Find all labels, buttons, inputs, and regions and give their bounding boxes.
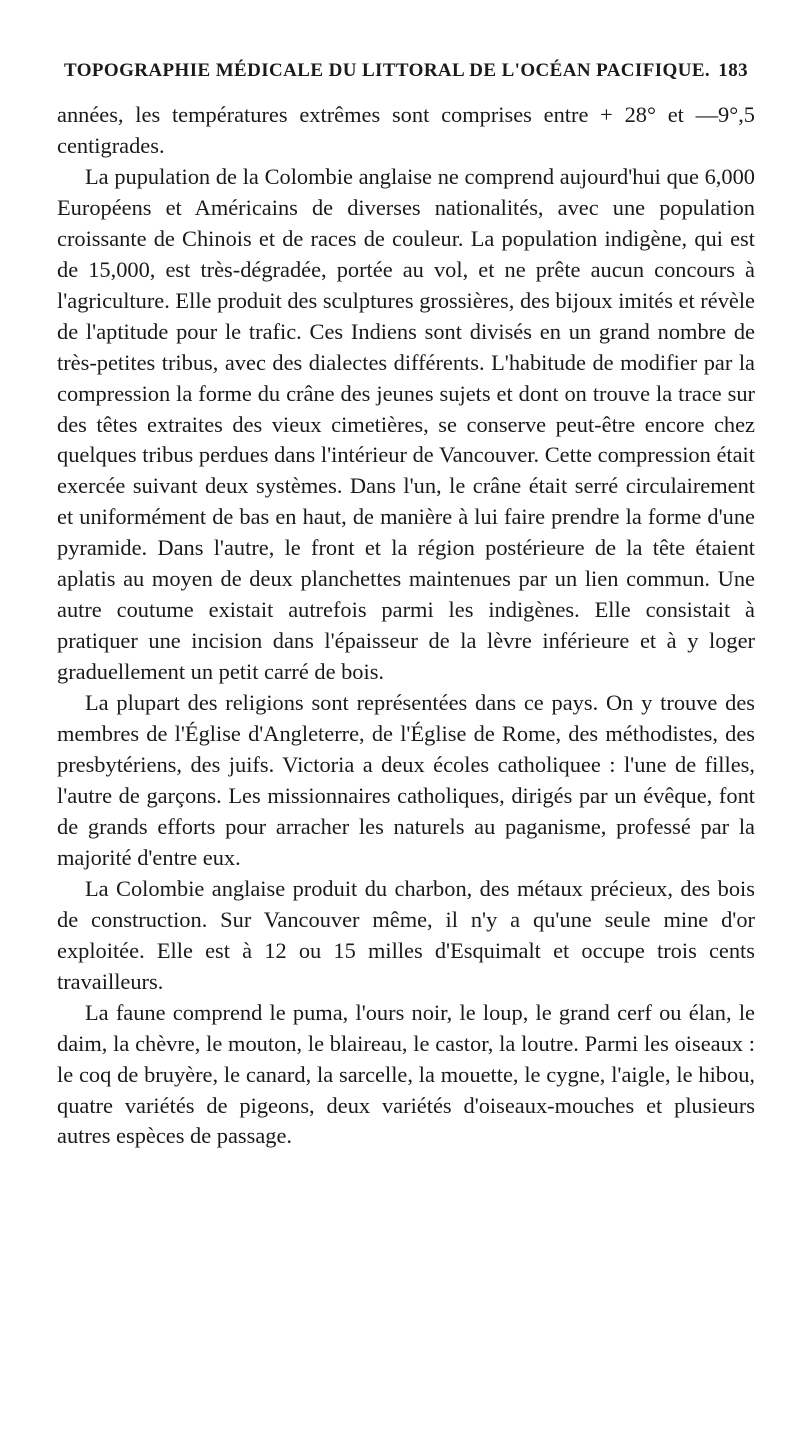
running-head — [64, 60, 748, 90]
page-number: 183 — [718, 60, 748, 81]
paragraph-continuation: années, les températures extrêmes sont comprises entre + 28° et —9°,5 centigrades. — [57, 102, 755, 158]
paragraph-population: La pupulation de la Colombie anglaise ne comprend aujourd'hui que 6,000 Européens et Américains de diverses nationalités, avec une population croissante de Chinois et de races de couleur. La population indigène, qui est de 15,000, est très-dégradée, portée au vol, et ne prête aucun concours à l'agriculture. Elle produit des sculptures grossières, des bijoux imités et révèle de l'aptitude pour le trafic. Ces Indiens sont divisés en un grand nombre de très-petites tribus, avec des dialectes différents. L'habitude de modifier par la compression la forme du crâne des jeunes sujets et dont on trouve la trace sur des têtes extraites des vieux cimetières, se conserve peut-être encore chez quelques tribus perdues dans l'intérieur de Vancouver. Cette compression était exercée suivant deux systèmes. Dans l'un, le crâne était serré circulairement et uniformément de bas en haut, de manière à lui faire prendre la forme d'une pyramide. Dans l'autre, le front et la région postérieure de la tête étaient aplatis au moyen de deux planchettes maintenues par un lien commun. Une autre coutume existait autrefois parmi les indigènes. Elle consistait à pratiquer une incision dans l'épaisseur de la lèvre inférieure et à y loger graduellement un petit carré de bois. — [57, 163, 755, 685]
paragraph-fauna: La faune comprend le puma, l'ours noir, le loup, le grand cerf ou élan, le daim, la chèvre, le mouton, le blaireau, le castor, la loutre. Parmi les oiseaux : le coq de bruyère, le canard, la sarcelle, la mouette, le cygne, l'aigle, le hibou, quatre variétés de pigeons, deux variétés d'oiseaux-mouches et plusieurs autres espèces de passage. — [57, 999, 755, 1149]
paragraph-religions: La plupart des religions sont représentées dans ce pays. On y trouve des membres de l'Église d'Angleterre, de l'Église de Rome, des méthodistes, des presbytériens, des juifs. Victoria a deux écoles catholiquee : l'une de filles, l'autre de garçons. Les missionnaires catholiques, dirigés par un évêque, font de grands efforts pour arracher les naturels au paganisme, professé par la majorité d'entre eux. — [57, 690, 755, 870]
body-text — [57, 100, 755, 1152]
paragraph-resources: La Colombie anglaise produit du charbon, des métaux précieux, des bois de construction. Sur Vancouver même, il n'y a qu'une seule mine d'or exploitée. Elle est à 12 ou 15 milles d'Esquimalt et occupe trois cents travailleurs. — [57, 875, 755, 994]
running-title: TOPOGRAPHIE MÉDICALE DU LITTORAL DE L'OCÉAN PACIFIQUE. — [64, 60, 711, 81]
